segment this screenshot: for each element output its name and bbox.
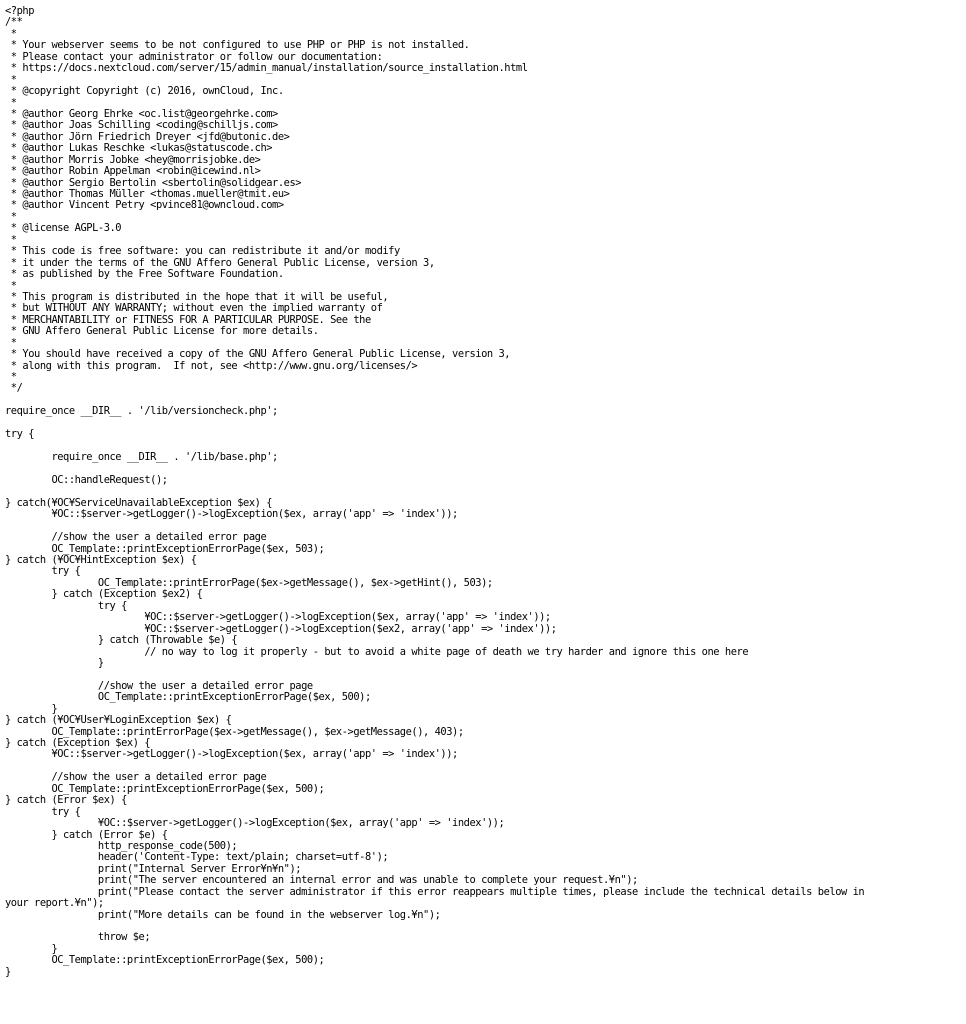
code-line: * as published by the Free Software Foundation.: [5, 268, 284, 281]
code-line: OC_Template::printExceptionErrorPage($ex, 500);: [5, 954, 325, 967]
code-line: ¥OC::$server->getLogger()->logException($ex, array('app' => 'index'));: [5, 817, 505, 830]
code-line: print("The server encountered an internal error and was unable to complete your request.¥n");: [5, 874, 638, 887]
code-line: }: [5, 965, 11, 978]
code-line: * @author Morris Jobke <hey@morrisjobke.de>: [5, 153, 261, 166]
code-line: your report.¥n");: [5, 897, 104, 910]
code-line: * @author Robin Appelman <robin@icewind.nl>: [5, 165, 261, 178]
code-line: * @author Jörn Friedrich Dreyer <jfd@butonic.de>: [5, 130, 290, 143]
code-line: * @copyright Copyright (c) 2016, ownCloud, Inc.: [5, 85, 284, 98]
code-line: * @author Thomas Müller <thomas.mueller@tmit.eu>: [5, 188, 290, 200]
code-line: header('Content-Type: text/plain; charset=utf-8');: [5, 851, 389, 864]
code-line: * it under the terms of the GNU Affero General Public License, version 3,: [5, 256, 435, 269]
code-line: try {: [5, 599, 127, 612]
code-line: * @license AGPL-3.0: [5, 222, 122, 235]
code-line: }: [5, 942, 58, 955]
code-line: *: [5, 27, 17, 40]
code-line: OC_Template::printErrorPage($ex->getMessage(), $ex->getMessage(), 403);: [5, 725, 464, 738]
code-line: } catch(¥OC¥ServiceUnavailableException $ex) {: [5, 496, 273, 509]
code-line: [5, 418, 956, 429]
code-line: OC_Template::printExceptionErrorPage($ex, 500);: [5, 782, 325, 795]
code-line: * @author Joas Schilling <coding@schilljs.com>: [5, 119, 278, 132]
code-line: * @author Vincent Petry <pvince81@owncloud.com>: [5, 199, 284, 212]
code-line: * Please contact your administrator or follow our documentation:: [5, 50, 383, 63]
code-line: } catch (Exception $ex2) {: [5, 588, 203, 601]
code-line: OC_Template::printExceptionErrorPage($ex, 503);: [5, 542, 325, 555]
code-line: } catch (Error $e) {: [5, 828, 168, 841]
code-line: *: [5, 233, 17, 246]
code-line: require_once __DIR__ . '/lib/versioncheck.php';: [5, 405, 278, 418]
code-line: *: [5, 96, 17, 109]
code-line: * GNU Affero General Public License for more details.: [5, 325, 319, 338]
code-line: * but WITHOUT ANY WARRANTY; without even the implied warranty of: [5, 302, 383, 315]
code-line: * along with this program. If not, see <http://www.gnu.org/licenses/>: [5, 359, 418, 372]
code-line: require_once __DIR__ . '/lib/base.php';: [5, 451, 278, 464]
code-line: print("More details can be found in the webserver log.¥n");: [5, 908, 441, 921]
code-line: http_response_code(500);: [5, 839, 238, 852]
code-line: */: [5, 382, 23, 395]
code-line: * https://docs.nextcloud.com/server/15/admin_manual/installation/source_installation.html: [5, 62, 528, 75]
code-line: ¥OC::$server->getLogger()->logException($ex, array('app' => 'index'));: [5, 508, 458, 521]
code-line: } catch (Throwable $e) {: [5, 634, 238, 647]
code-line: *: [5, 73, 17, 86]
code-line: // no way to log it properly - but to avoid a white page of death we try harder and ignore this one here: [5, 645, 749, 658]
code-line: print("Please contact the server administrator if this error reappears multiple times, please include the technical details below in: [5, 885, 865, 898]
code-line: OC_Template::printExceptionErrorPage($ex, 500);: [5, 691, 371, 704]
code-line: try {: [5, 805, 81, 818]
code-line: ¥OC::$server->getLogger()->logException($ex, array('app' => 'index'));: [5, 748, 458, 761]
code-line: /**: [5, 16, 23, 29]
code-line: * @author Georg Ehrke <oc.list@georgehrke.com>: [5, 107, 278, 120]
code-line: } catch (Exception $ex) {: [5, 737, 151, 749]
code-line: *: [5, 279, 17, 292]
code-line: //show the user a detailed error page: [5, 771, 267, 784]
code-line: * This code is free software: you can redistribute it and/or modify: [5, 245, 400, 258]
code-line: //show the user a detailed error page: [5, 679, 313, 692]
code-line: } catch (¥OC¥User¥LoginException $ex) {: [5, 714, 232, 727]
code-line: OC_Template::printErrorPage($ex->getMessage(), $ex->getHint(), 503);: [5, 576, 493, 589]
code-line: *: [5, 210, 17, 223]
code-line: *: [5, 371, 17, 383]
code-line: * Your webserver seems to be not configured to use PHP or PHP is not installed.: [5, 39, 470, 52]
code-line: * @author Sergio Bertolin <sbertolin@solidgear.es>: [5, 176, 302, 189]
code-line: <?php: [5, 5, 35, 17]
code-line: try {: [5, 428, 35, 441]
code-line: } catch (¥OC¥HintException $ex) {: [5, 554, 197, 566]
code-line: * You should have received a copy of the GNU Affero General Public License, version 3,: [5, 348, 511, 361]
code-line: }: [5, 656, 104, 669]
code-line: //show the user a detailed error page: [5, 531, 267, 544]
code-line: throw $e;: [5, 931, 151, 944]
code-line: }: [5, 702, 58, 715]
code-line: ¥OC::$server->getLogger()->logException($ex, array('app' => 'index'));: [5, 611, 551, 624]
code-line: *: [5, 336, 17, 349]
code-line: OC::handleRequest();: [5, 473, 168, 486]
code-line: * This program is distributed in the hope that it will be useful,: [5, 290, 389, 303]
code-line: try {: [5, 565, 81, 578]
code-line: print("Internal Server Error¥n¥n");: [5, 862, 302, 875]
code-line: * MERCHANTABILITY or FITNESS FOR A PARTICULAR PURPOSE. See the: [5, 313, 371, 326]
code-line: ¥OC::$server->getLogger()->logException($ex2, array('app' => 'index'));: [5, 622, 557, 635]
code-line: } catch (Error $ex) {: [5, 794, 127, 807]
code-line: * @author Lukas Reschke <lukas@statuscode.ch>: [5, 142, 273, 155]
